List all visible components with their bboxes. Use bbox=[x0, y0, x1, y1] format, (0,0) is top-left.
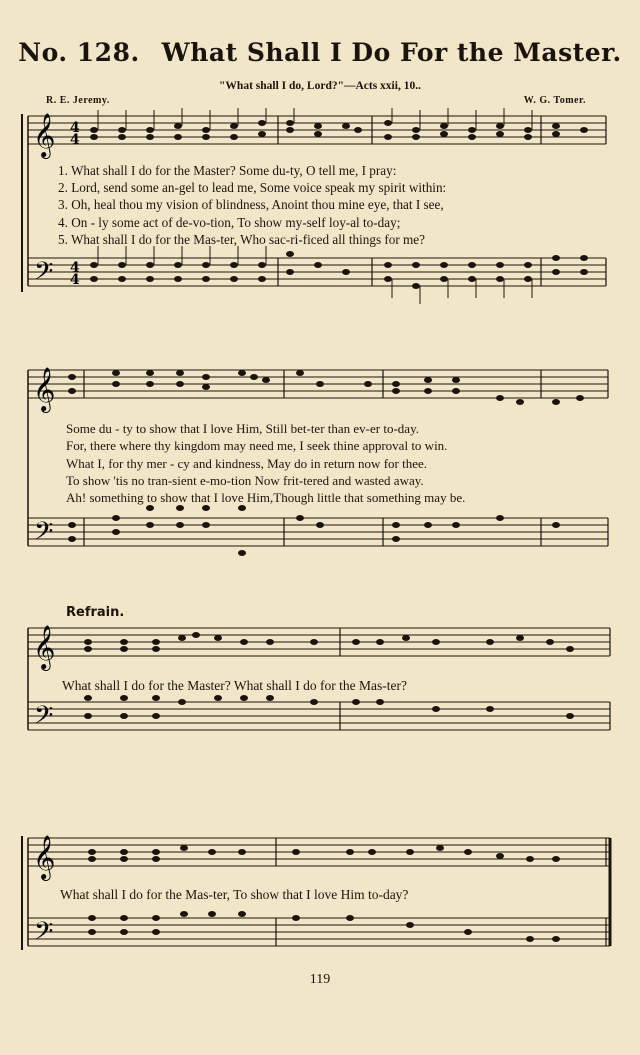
verse-line-8: What I, for thy mer - cy and kindness, May do in return now for thee. bbox=[66, 455, 428, 471]
svg-text:4: 4 bbox=[70, 260, 80, 276]
hymn-number: No. 128. bbox=[18, 38, 140, 67]
verse-line-4: 4. On - ly some act of de-vo-tion, To show my-self loy-al to-day; bbox=[58, 214, 401, 230]
verse-lyrics-part-2 bbox=[66, 420, 465, 506]
refrain-lyric-line-2: What shall I do for the Mas-ter, To show that I love Him to-day? bbox=[60, 887, 409, 902]
verse-line-3: 3. Oh, heal thou my vision of blindness, Anoint thou mine eye, that I see, bbox=[58, 197, 444, 213]
svg-text:𝄞: 𝄞 bbox=[33, 625, 56, 669]
svg-text:𝄞: 𝄞 bbox=[33, 835, 56, 879]
verse-line-5: 5. What shall I do for the Mas-ter, Who sac-ri-ficed all things for me? bbox=[58, 231, 426, 247]
svg-text:𝄞: 𝄞 bbox=[33, 113, 56, 157]
refrain-label: Refrain. bbox=[66, 605, 125, 620]
svg-text:4: 4 bbox=[70, 120, 80, 136]
verse-line-10: Ah! something to show that I love Him,Though little that something may be. bbox=[66, 490, 466, 506]
svg-text:𝄢: 𝄢 bbox=[34, 701, 54, 736]
verse-line-6: Some du - ty to show that I love Him, Still bet-ter than ev-er to-day. bbox=[66, 421, 419, 436]
verse-lyrics-part-1 bbox=[58, 162, 446, 248]
svg-text:𝄞: 𝄞 bbox=[33, 367, 56, 411]
composer-credit: W. G. Tomer. bbox=[523, 95, 586, 106]
verse-line-1: 1. What shall I do for the Master? Some du-ty, O tell me, I pray: bbox=[58, 163, 397, 178]
verse-line-9: To show 'tis no tran-sient e-mo-tion Now frit-tered and wasted away. bbox=[66, 472, 424, 488]
verse-line-2: 2. Lord, send some an-gel to lead me, Some voice speak my spirit within: bbox=[58, 180, 447, 196]
svg-text:4: 4 bbox=[70, 132, 80, 148]
hymn-title: What Shall I Do For the Master. bbox=[161, 38, 622, 67]
verse-line-7: For, there where thy kingdom may need me, I seek thine approval to win. bbox=[66, 438, 448, 454]
svg-text:4: 4 bbox=[70, 272, 80, 288]
hymn-title-line bbox=[0, 38, 640, 67]
page-number: 119 bbox=[309, 972, 331, 987]
svg-text:𝄢: 𝄢 bbox=[34, 517, 54, 552]
author-credit: R. E. Jeremy. bbox=[46, 95, 110, 106]
svg-text:𝄢: 𝄢 bbox=[34, 257, 54, 292]
svg-text:𝄢: 𝄢 bbox=[34, 917, 54, 952]
refrain-lyric-line-1: What shall I do for the Master? What shall I do for the Mas-ter? bbox=[62, 678, 408, 693]
scripture-reference: "What shall I do, Lord?"—Acts xxii, 10.. bbox=[219, 80, 421, 92]
